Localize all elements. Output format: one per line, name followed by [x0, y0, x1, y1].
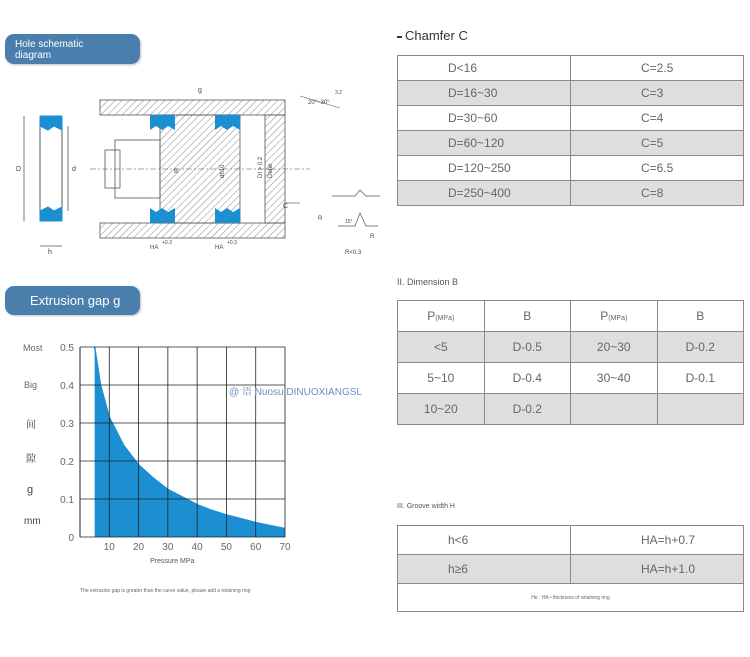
label-g: g — [198, 87, 202, 94]
label-B: B — [174, 169, 179, 175]
dimension-b-title: II. Dimension B — [397, 277, 459, 287]
groove-cell: HA=h+1.0 — [571, 555, 744, 584]
chamfer-table — [397, 55, 744, 206]
chamfer-cell: C=2.5 — [571, 56, 744, 81]
dimb-cell — [657, 394, 743, 425]
label-D1: DI > 0.2 — [258, 156, 264, 178]
chamfer-cell: C=6.5 — [571, 156, 744, 181]
side-label-g: g — [27, 484, 34, 496]
chamfer-row — [398, 181, 744, 206]
label-angle: 20°~30° — [308, 100, 330, 106]
gap-chart-title: Extrusion gap g — [30, 293, 121, 308]
gap-curve-area — [95, 347, 285, 537]
dimension-b-table — [397, 300, 744, 425]
chamfer-cell: D=30~60 — [398, 106, 571, 131]
y-tick-label: 0.3 — [60, 419, 74, 430]
groove-note-row — [398, 584, 744, 612]
dimb-cell: D-0.5 — [484, 332, 570, 363]
chamfer-title-text: Chamfer C — [405, 28, 468, 43]
y-tick-label: 0.2 — [60, 457, 74, 468]
hole-diagram-title-badge — [5, 34, 140, 64]
dimb-cell: 10~20 — [398, 394, 485, 425]
chamfer-cell: C=8 — [571, 181, 744, 206]
label-ra: 3.2 — [335, 90, 342, 96]
label-R-1: R — [318, 216, 323, 222]
hole-diagram-title: Hole schematic diagram — [15, 39, 84, 61]
chamfer-row — [398, 81, 744, 106]
y-tick-label: 0 — [68, 533, 74, 544]
seal-ring-section — [24, 116, 68, 246]
groove-row — [398, 526, 744, 555]
dimb-cell: D-0.2 — [657, 332, 743, 363]
side-label-big: Big — [24, 380, 38, 390]
chamfer-row — [398, 156, 744, 181]
label-C: C — [283, 203, 289, 210]
label-HA-tol-2: +0.3 — [227, 240, 237, 246]
x-tick-label: 60 — [250, 542, 262, 553]
x-tick-label: 30 — [162, 542, 174, 553]
watermark: @ 语 Nuosu DINUOXIANGSL — [229, 387, 362, 398]
gap-chart-title-badge — [5, 286, 140, 315]
groove-width-title: III. Groove width H — [397, 503, 455, 510]
chamfer-cell: C=5 — [571, 131, 744, 156]
x-tick-label: 50 — [220, 542, 232, 553]
label-R-note: R<0.3 — [345, 250, 362, 256]
x-tick-label: 20 — [133, 542, 145, 553]
x-tick-label: 40 — [191, 542, 203, 553]
chamfer-cell: C=4 — [571, 106, 744, 131]
y-tick-label: 0.5 — [60, 343, 74, 354]
label-h: h — [48, 249, 52, 256]
dimb-cell: D-0.2 — [484, 394, 570, 425]
dimb-row — [398, 394, 744, 425]
hole-schematic-drawing — [10, 78, 380, 268]
dimb-header-b1: B — [484, 301, 570, 332]
side-label-mm: mm — [24, 516, 41, 527]
y-tick-label: 0.1 — [60, 495, 74, 506]
groove-row — [398, 555, 744, 584]
groove-detail — [332, 190, 380, 226]
chamfer-cell: D=16~30 — [398, 81, 571, 106]
dimb-cell — [570, 394, 657, 425]
x-axis-label: Pressure MPa — [150, 558, 195, 565]
label-Dh: Dehe — [268, 163, 274, 178]
x-tick-label: 70 — [279, 542, 291, 553]
side-label-xi: 隙 — [26, 454, 36, 465]
dimb-cell: 30~40 — [570, 363, 657, 394]
chamfer-cell: C=3 — [571, 81, 744, 106]
dimb-cell: 5~10 — [398, 363, 485, 394]
label-R-2: R — [370, 234, 375, 240]
label-HA-tol-1: +0.3 — [162, 240, 172, 246]
dimb-cell: D-0.1 — [657, 363, 743, 394]
dimb-row — [398, 363, 744, 394]
chamfer-row — [398, 106, 744, 131]
dimb-cell: D-0.4 — [484, 363, 570, 394]
chamfer-row — [398, 56, 744, 81]
y-tick-label: 0.4 — [60, 381, 74, 392]
label-angle15: 15° — [345, 219, 353, 225]
dimb-row — [398, 332, 744, 363]
groove-cell: HA=h+0.7 — [571, 526, 744, 555]
gap-chart — [40, 335, 310, 575]
gap-chart-footnote: The extrusion gap is greater than the curve value, please add a retaining ring — [80, 588, 251, 594]
label-HA-2: HA — [215, 245, 224, 251]
dimb-cell: <5 — [398, 332, 485, 363]
chamfer-title — [397, 28, 468, 43]
x-tick-label: 10 — [103, 542, 115, 553]
chamfer-cell: D=120~250 — [398, 156, 571, 181]
chamfer-cell: D<16 — [398, 56, 571, 81]
label-d: d — [72, 166, 76, 173]
dimb-header-b2: B — [657, 301, 743, 332]
dash-icon — [397, 36, 402, 38]
chamfer-cell: D=60~120 — [398, 131, 571, 156]
chamfer-row — [398, 131, 744, 156]
dimb-cell: 20~30 — [570, 332, 657, 363]
groove-cell: h<6 — [398, 526, 571, 555]
label-D: D — [16, 166, 22, 173]
dimb-header-p2: P(MPa) — [570, 301, 657, 332]
groove-width-table — [397, 525, 744, 612]
label-dh10: dh10 — [220, 164, 226, 178]
side-label-most: Most — [23, 343, 43, 353]
label-HA-1: HA — [150, 245, 159, 251]
chamfer-cell: D=250~400 — [398, 181, 571, 206]
groove-note: He : HA • thickness of retaining ring — [398, 584, 744, 612]
groove-cell: h≥6 — [398, 555, 571, 584]
dimb-header-p1: P(MPa) — [398, 301, 485, 332]
side-label-jian: 间 — [26, 420, 36, 431]
housing-assembly — [90, 96, 340, 238]
